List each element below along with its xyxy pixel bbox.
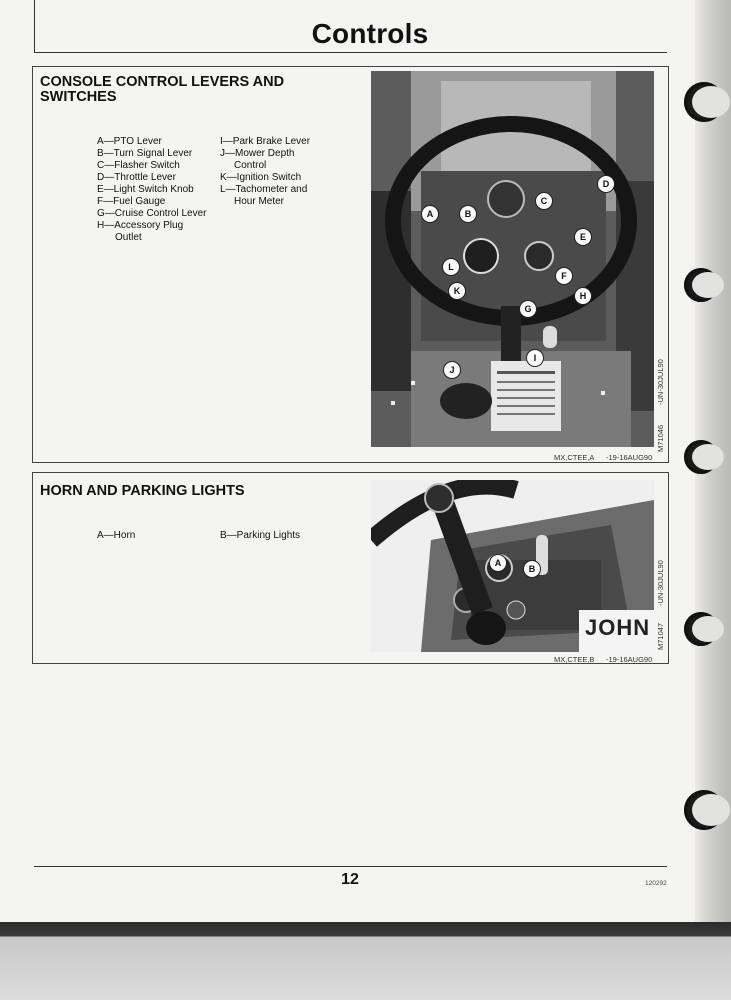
console-legend-right — [220, 136, 310, 208]
horn-photo-id: M71047 — [656, 622, 665, 650]
legend-item-g: G—Cruise Control Lever — [97, 208, 207, 219]
legend-item-l: L—Tachometer and — [220, 184, 308, 195]
console-title-line-2: SWITCHES — [40, 89, 117, 105]
horn-footer-date: -19-16AUG90 — [606, 655, 653, 664]
console-section-title — [40, 75, 284, 105]
binder-hole-2 — [684, 268, 718, 302]
legend-item-j: J—Mower Depth — [220, 148, 295, 159]
binder-hole-5 — [684, 790, 724, 830]
callout-k: K — [448, 282, 466, 300]
legend-item-c: C—Flasher Switch — [97, 160, 180, 171]
header-bottom-rule — [34, 52, 667, 53]
callout-horn-a: A — [489, 554, 507, 572]
console-photo-illustration — [371, 71, 654, 447]
legend-item-f: F—Fuel Gauge — [97, 196, 166, 207]
horn-legend-b: B—Parking Lights — [220, 530, 301, 541]
horn-legend-a: A—Horn — [97, 530, 136, 541]
page-number: 12 — [341, 871, 359, 888]
horn-photo-date: -UN-30JUL90 — [656, 560, 665, 606]
page-title: Controls — [311, 18, 429, 49]
horn-section-title: HORN AND PARKING LIGHTS — [40, 483, 245, 499]
console-footer-code: MX,CTEE,A — [554, 453, 595, 462]
binder-hole-1 — [684, 82, 724, 122]
legend-item-j-cont: Control — [234, 160, 267, 171]
console-photo — [371, 71, 654, 447]
callout-b: B — [459, 205, 477, 223]
binder-hole-4 — [684, 612, 718, 646]
scan-bottom-band — [0, 922, 731, 1000]
callout-g: G — [519, 300, 537, 318]
callout-e: E — [574, 228, 592, 246]
callout-c: C — [535, 192, 553, 210]
console-legend-left — [97, 136, 206, 244]
legend-item-a: A—PTO Lever — [97, 136, 162, 147]
legend-item-l-cont: Hour Meter — [234, 196, 285, 207]
callout-h: H — [574, 287, 592, 305]
console-title-line-1: CONSOLE CONTROL LEVERS AND — [40, 74, 285, 90]
horn-photo — [371, 480, 654, 652]
callout-d: D — [597, 175, 615, 193]
horn-footer-code: MX,CTEE,B — [554, 655, 595, 664]
console-photo-id: M71046 — [656, 424, 665, 452]
legend-item-e: E—Light Switch Knob — [97, 184, 194, 195]
legend-item-b: B—Turn Signal Lever — [97, 148, 193, 159]
legend-item-k: K—Ignition Switch — [220, 172, 302, 183]
console-footer-date: -19-16AUG90 — [606, 453, 653, 462]
callout-l: L — [442, 258, 460, 276]
document-code: 120292 — [645, 880, 667, 887]
callout-f: F — [555, 267, 573, 285]
legend-item-d: D—Throttle Lever — [97, 172, 176, 183]
callout-horn-b: B — [523, 560, 541, 578]
callout-j: J — [443, 361, 461, 379]
binder-hole-3 — [684, 440, 718, 474]
footer-rule — [34, 866, 667, 867]
callout-a: A — [421, 205, 439, 223]
legend-item-i: I—Park Brake Lever — [220, 136, 311, 147]
console-photo-date: -UN-30JUL90 — [656, 359, 665, 405]
callout-i: I — [526, 349, 544, 367]
legend-item-h: H—Accessory Plug — [97, 220, 184, 231]
brand-lettering: JOHN — [585, 615, 651, 640]
legend-item-h-cont: Outlet — [115, 232, 142, 243]
